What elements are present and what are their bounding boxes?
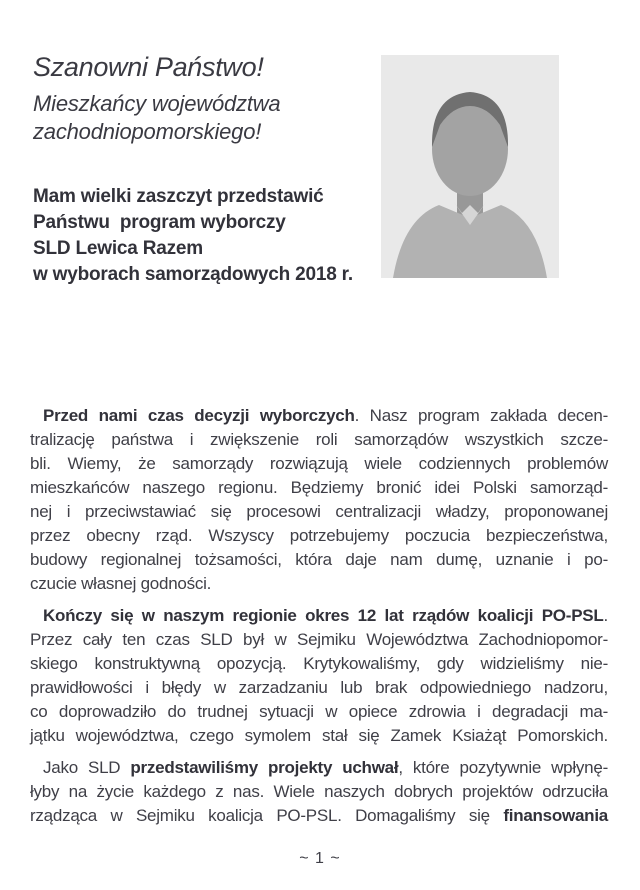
paragraph xyxy=(30,756,608,828)
subgreeting xyxy=(33,90,363,146)
text-line: rządząca w Sejmiku koalicja PO-PSL. Domagaliśmy się finansowania xyxy=(30,806,608,825)
text-line: tralizację państwa i zwiększenie roli samorządów wszystkich szcze- xyxy=(30,430,608,449)
text-line: Mam wielki zaszczyt przedstawić xyxy=(33,186,324,207)
text-line: mieszkańców naszego regionu. Będziemy bronić idei Polski samorząd- xyxy=(30,478,608,497)
text-line: jątku województwa, czego symolem stał się Zamek Ksiażąt Pomorskich. xyxy=(30,726,608,745)
portrait-photo-placeholder xyxy=(381,55,559,278)
text-line: skiego konstruktywną opozycją. Krytykowaliśmy, gdy widzieliśmy nie- xyxy=(30,654,608,673)
text-line: Kończy się w naszym regionie okres 12 lat rządów koalicji PO-PSL. xyxy=(43,606,608,625)
text-line: w wyborach samorządowych 2018 r. xyxy=(33,264,353,285)
page-number: ~ 1 ~ xyxy=(299,850,341,867)
body-paragraphs xyxy=(30,404,608,836)
greeting-heading: Szanowni Państwo! xyxy=(33,52,264,82)
portrait-photo xyxy=(381,55,559,278)
text-line: Jako SLD przedstawiliśmy projekty uchwał, które pozytywnie wpłynę- xyxy=(43,758,608,777)
text-line: budowy regionalnej tożsamości, która daje nam dumę, uznanie i po- xyxy=(30,550,608,569)
paragraph xyxy=(30,404,608,596)
text-line: SLD Lewica Razem xyxy=(33,238,203,259)
text-line: przez obecny rząd. Wszyscy potrzebujemy poczucia bezpieczeństwa, xyxy=(30,526,608,545)
header xyxy=(33,50,363,288)
text-line: prawidłowości i błędy w zarzadzaniu lub brak odpowiedniego nadzoru, xyxy=(30,678,608,697)
text-line: bli. Wiemy, że samorządy rozwiązują wiele codziennych problemów xyxy=(30,454,608,473)
intro-text xyxy=(33,184,363,288)
text-line: nej i przeciwstawiać się procesowi centralizacji władzy, proponowanej xyxy=(30,502,608,521)
text-line: Przed nami czas decyzji wyborczych. Nasz program zakłada decen- xyxy=(43,406,608,425)
paragraph xyxy=(30,604,608,748)
text-line: Mieszkańcy województwa xyxy=(33,91,281,116)
text-line: co doprowadziło do trudnej sytuacji w opiece zdrowia i degradacji ma- xyxy=(30,702,608,721)
text-line: Państwu program wyborczy xyxy=(33,212,286,233)
text-line: zachodniopomorskiego! xyxy=(33,119,262,144)
text-line: czucie własnej godności. xyxy=(30,574,212,593)
text-line: Przez cały ten czas SLD był w Sejmiku Województwa Zachodniopomor- xyxy=(30,630,608,649)
text-line: łyby na życie każdego z nas. Wiele naszych dobrych projektów odrzuciła xyxy=(30,782,608,801)
